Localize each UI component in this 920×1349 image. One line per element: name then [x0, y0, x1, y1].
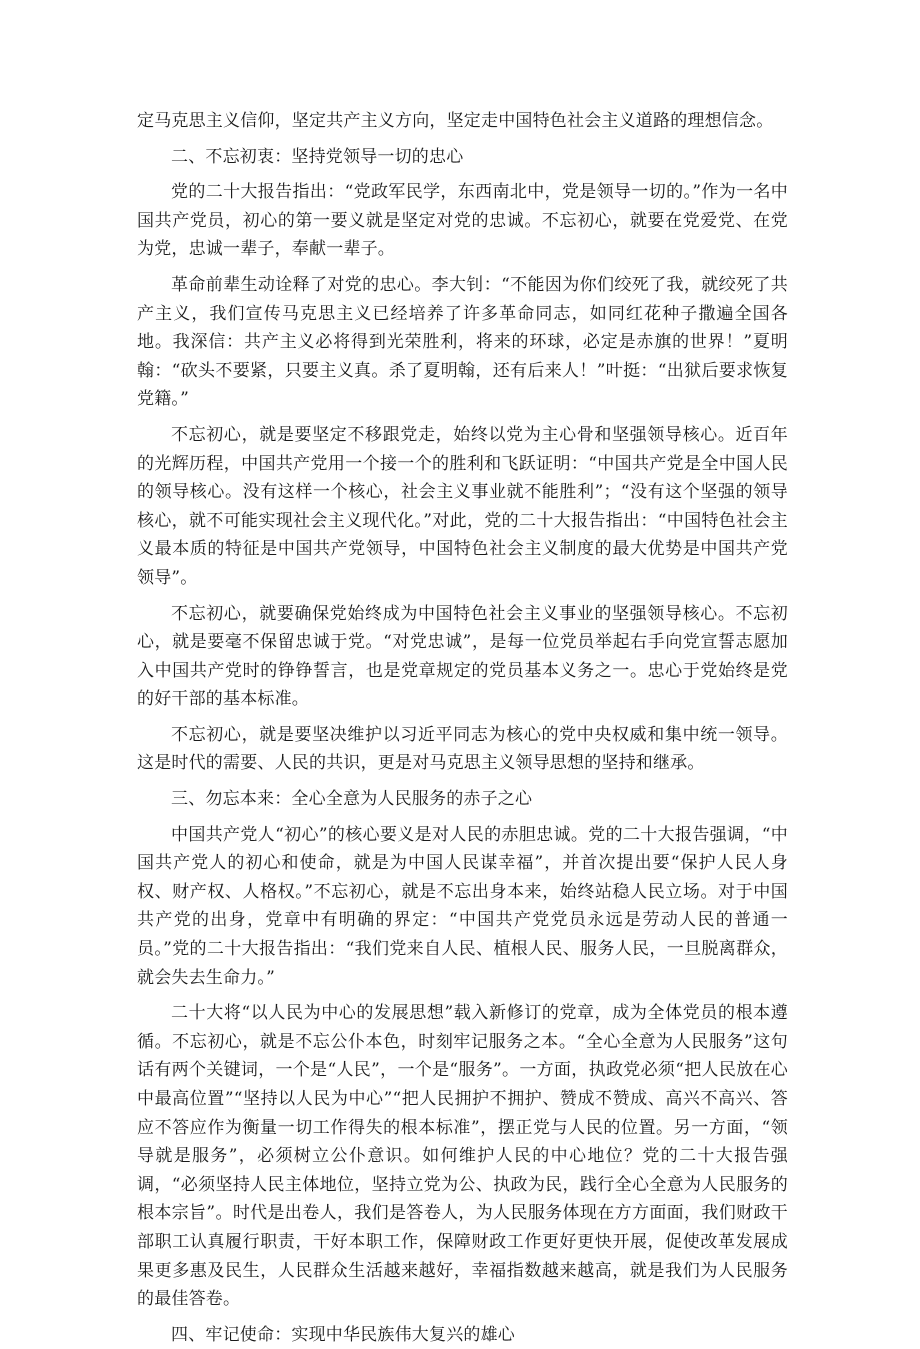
section-3-paragraph-2: 二十大将“以人民为中心的发展思想”载入新修订的党章，成为全体党员的根本遵循。不忘初心，就是不忘公仆本色，时刻牢记服务之本。“全心全意为人民服务”这句话有两个关键词，一个是“人民”，一个是“服务”。一方面，执政党必须“把人民放在心中最高位置”“坚持以人民为中心”“把人民拥护不拥护、赞成不赞成、高兴不高兴、答应不答应作为衡量一切工作得失的根本标准”，摆正党与人民的位置。另一方面，“领导就是服务”，必须树立公仆意识。如何维护人民的中心地位？党的二十大报告强调，“必须坚持人民主体地位，坚持立党为公、执政为民，践行全心全意为人民服务的根本宗旨”。时代是出卷人，我们是答卷人，为人民服务体现在方方面面，我们财政干部职工认真履行职责，干好本职工作，保障财政工作更好更快开展，促使改革发展成果更多惠及民生，人民群众生活越来越好，幸福指数越来越高，就是我们为人民服务的最佳答卷。 [137, 1003, 788, 1310]
section-3-heading: 三、勿忘本来：全心全意为人民服务的赤子之心 [171, 789, 533, 810]
section-2-paragraph-4: 不忘初心，就要确保党始终成为中国特色社会主义事业的坚强领导核心。不忘初心，就是要毫不保留忠诚于党。“对党忠诚”，是每一位党员举起右手向党宣誓志愿加入中国共产党时的铮铮誓言，也是党章规定的党员基本义务之一。忠心于党始终是党的好干部的基本标准。 [137, 603, 788, 710]
section-2-paragraph-2: 革命前辈生动诠释了对党的忠心。李大钊：“不能因为你们绞死了我，就绞死了共产主义，我们宣传马克思主义已经培养了许多革命同志，如同红花种子撒遍全国各地。我深信：共产主义必将得到光荣胜利，将来的环球，必定是赤旗的世界！”夏明翰：“砍头不要紧，只要主义真。杀了夏明翰，还有后来人！”叶挺：“出狱后要求恢复党籍。” [137, 274, 788, 410]
section-2-heading: 二、不忘初衷：坚持党领导一切的忠心 [171, 146, 464, 167]
carryover-paragraph: 定马克思主义信仰，坚定共产主义方向，坚定走中国特色社会主义道路的理想信念。 [137, 111, 774, 131]
section-2-paragraph-5: 不忘初心，就是要坚决维护以习近平同志为核心的党中央权威和集中统一领导。这是时代的需要、人民的共识，更是对马克思主义领导思想的坚持和继承。 [137, 724, 788, 774]
section-4-heading: 四、牢记使命：实现中华民族伟大复兴的雄心 [171, 1324, 515, 1345]
section-3-paragraph-1: 中国共产党人“初心”的核心要义是对人民的赤胆忠诚。党的二十大报告强调，“中国共产党人的初心和使命，就是为中国人民谋幸福”，并首次提出要“保护人民人身权、财产权、人格权。”不忘初心，就是不忘出身本来，始终站稳人民立场。对于中国共产党的出身，党章中有明确的界定：“中国共产党党员永远是劳动人民的普通一员。”党的二十大报告指出：“我们党来自人民、植根人民、服务人民，一旦脱离群众，就会失去生命力。” [137, 824, 788, 988]
section-2-paragraph-1: 党的二十大报告指出：“党政军民学，东西南北中，党是领导一切的。”作为一名中国共产党员，初心的第一要义就是坚定对党的忠诚。不忘初心，就要在党爱党、在党为党，忠诚一辈子，奉献一辈子。 [137, 182, 788, 260]
section-2-paragraph-3: 不忘初心，就是要坚定不移跟党走，始终以党为主心骨和坚强领导核心。近百年的光辉历程，中国共产党用一个接一个的胜利和飞跃证明：“中国共产党是全中国人民的领导核心。没有这样一个核心，社会主义事业就不能胜利”；“没有这个坚强的领导核心，就不可能实现社会主义现代化。”对此，党的二十大报告指出：“中国特色社会主义最本质的特征是中国共产党领导，中国特色社会主义制度的最大优势是中国共产党领导”。 [137, 424, 788, 588]
